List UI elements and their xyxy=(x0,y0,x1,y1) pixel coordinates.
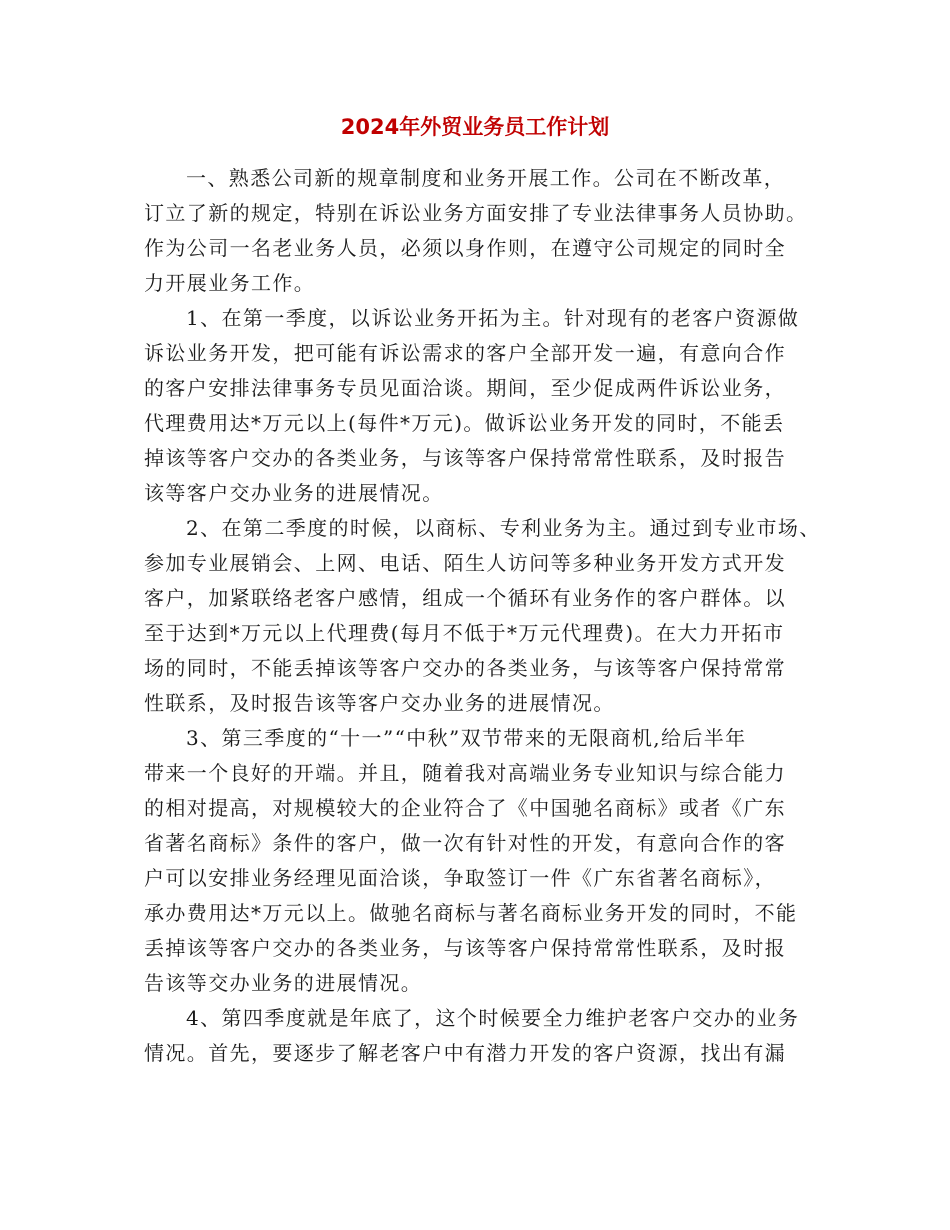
paragraph-4-line-7: 丢掉该等客户交办的各类业务，与该等客户保持常常性联系，及时报 xyxy=(144,936,786,960)
paragraph-1-line-3: 作为公司一名老业务人员，必须以身作则，在遵守公司规定的同时全 xyxy=(144,236,786,260)
paragraph-4-line-8: 告该等交办业务的进展情况。 xyxy=(144,971,423,995)
paragraph-2-line-6: 该等客户交办业务的进展情况。 xyxy=(144,481,444,505)
paragraph-4-line-5: 户可以安排业务经理见面洽谈，争取签订一件《广东省著名商标》， xyxy=(144,866,776,890)
paragraph-3-line-4: 至于达到*万元以上代理费(每月不低于*万元代理费)。在大力开拓市 xyxy=(144,621,785,645)
paragraph-4-line-1: 3、第三季度的“十一”“中秋”双节带来的无限商机,给后半年 xyxy=(186,726,747,750)
paragraph-2-line-2: 诉讼业务开发，把可能有诉讼需求的客户全部开发一遍，有意向合作 xyxy=(144,341,786,365)
paragraph-2-line-1: 1、在第一季度，以诉讼业务开拓为主。针对现有的老客户资源做 xyxy=(186,306,800,330)
document-title: 2024年外贸业务员工作计划 xyxy=(340,115,610,139)
paragraph-5-line-1: 4、第四季度就是年底了，这个时候要全力维护老客户交办的业务 xyxy=(186,1006,800,1030)
paragraph-3-line-3: 客户，加紧联络老客户感情，组成一个循环有业务作的客户群体。以 xyxy=(144,586,786,610)
paragraph-4-line-2: 带来一个良好的开端。并且，随着我对高端业务专业知识与综合能力 xyxy=(144,761,786,785)
paragraph-4-line-6: 承办费用达*万元以上。做驰名商标与著名商标业务开发的同时，不能 xyxy=(144,901,798,925)
paragraph-5-line-2: 情况。首先，要逐步了解老客户中有潜力开发的客户资源，找出有漏 xyxy=(144,1041,786,1065)
paragraph-1-line-4: 力开展业务工作。 xyxy=(144,271,316,295)
paragraph-3-line-6: 性联系，及时报告该等客户交办业务的进展情况。 xyxy=(144,691,615,715)
paragraph-1-line-1: 一、熟悉公司新的规章制度和业务开展工作。公司在不断改革， xyxy=(186,166,786,190)
paragraph-3-line-1: 2、在第二季度的时候，以商标、专利业务为主。通过到专业市场、 xyxy=(186,516,821,540)
paragraph-3-line-2: 参加专业展销会、上网、电话、陌生人访问等多种业务开发方式开发 xyxy=(144,551,786,575)
paragraph-2-line-5: 掉该等客户交办的各类业务，与该等客户保持常常性联系，及时报告 xyxy=(144,446,786,470)
paragraph-4-line-3: 的相对提高，对规模较大的企业符合了《中国驰名商标》或者《广东 xyxy=(144,796,786,820)
paragraph-2-line-4: 代理费用达*万元以上(每件*万元)。做诉讼业务开发的同时，不能丢 xyxy=(144,411,785,435)
document-body xyxy=(144,161,821,1071)
paragraph-4-line-4: 省著名商标》条件的客户，做一次有针对性的开发，有意向合作的客 xyxy=(144,831,786,855)
paragraph-2-line-3: 的客户安排法律事务专员见面洽谈。期间，至少促成两件诉讼业务， xyxy=(144,376,786,400)
paragraph-1-line-2: 订立了新的规定，特别在诉讼业务方面安排了专业法律事务人员协助。 xyxy=(144,201,808,225)
paragraph-3-line-5: 场的同时，不能丢掉该等客户交办的各类业务，与该等客户保持常常 xyxy=(144,656,786,680)
